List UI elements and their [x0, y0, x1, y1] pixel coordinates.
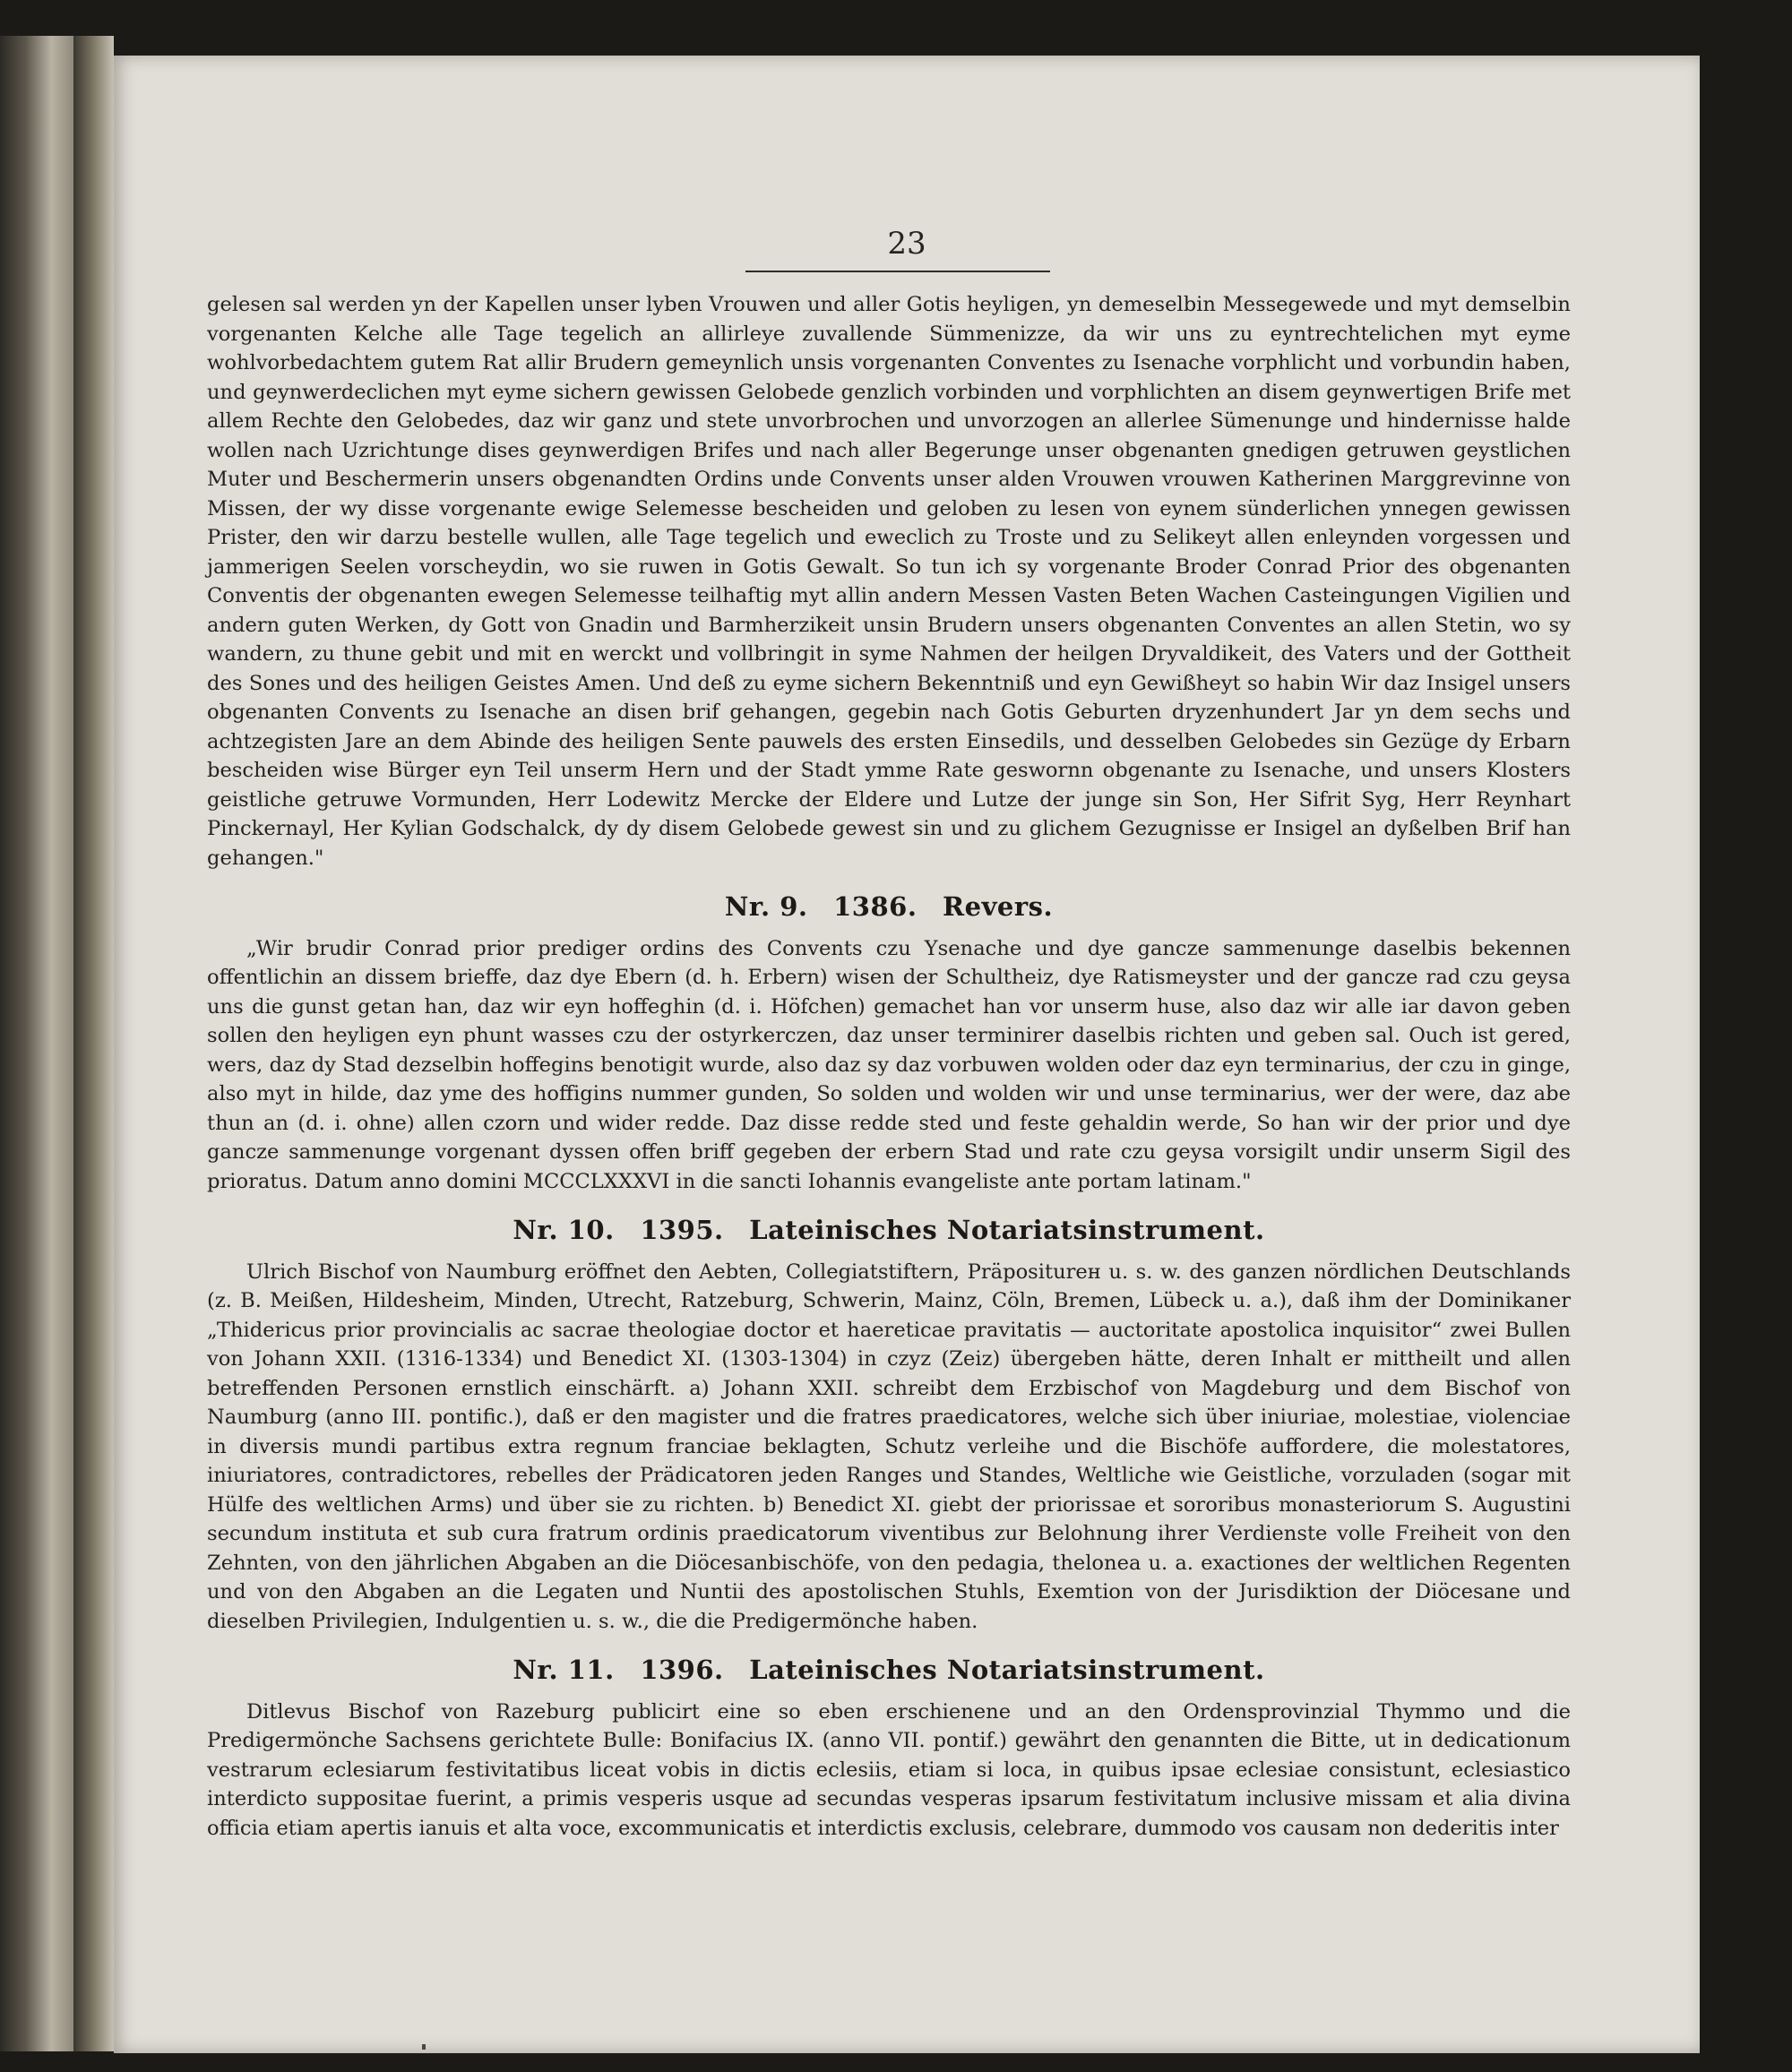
section-heading-nr10 — [207, 1216, 1571, 1245]
facing-page-edge — [0, 36, 73, 2051]
intro-paragraph: gelesen sal werden yn der Kapellen unser lyben Vrouwen und aller Gotis heyligen, yn demeselbin Messegewede und myt demselbin vorgenanten Kelche alle Tage tegelich an allirleye zuvallende Sümmenizze, da wir uns zu eyntrechtelichen myt eyme wohlvorbedachtem gutem Rat allir Brudern gemeynlich unsis vorgenanten Conventes zu Isenache vorphlicht und vorbundin haben, und geynwerdeclichen myt eyme sichern gewissen Gelobede genzlich vorbinden und vorphlichten an disem geynwertigen Brife met allem Rechte den Gelobedes, daz wir ganz und stete unvorbrochen und unvorzogen an allerlee Sümenunge und hindernisse halde wollen nach Uzrichtunge dises geynwerdigen Brifes und nach aller Begerunge unser obgenanten gnedigen getruwen geystlichen Muter und Beschermerin unsers obgenandten Ordins unde Convents unser alden Vrouwen vrouwen Katherinen Marggrevinne von Missen, der wy disse vorgenante ewige Selemesse bescheiden und geloben zu lesen von eynem sünderlichen ynnegen gewissen Prister, den wir darzu bestelle wullen, alle Tage tegelich und eweclich zu Troste und zu Selikeyt allen enleynden vorgessen und jammerigen Seelen vorscheydin, wo sie ruwen in Gotis Gewalt. So tun ich sy vorgenante Broder Conrad Prior des obgenanten Conventis der obgenanten ewegen Selemesse teilhaftig myt allin andern Messen Vasten Beten Wachen Casteingungen Vigilien und andern guten Werken, dy Gott von Gnadin und Barmherzikeit unsin Brudern unsers obgenanten Conventes an allen Stetin, wo sy wandern, zu thune gebit und mit en werckt und vollbringit in syme Nahmen der heilgen Dryvaldikeit, des Vaters und der Gottheit des Sones und des heiligen Geistes Amen. Und deß zu eyme sichern Bekenntniß und eyn Gewißheyt so habin Wir daz Insigel unsers obgenanten Convents zu Isenache an disen brif gehangen, gegebin nach Gotis Geburten dryzenhundert Jar yn dem sechs und achtzegisten Jare an dem Abinde des heiligen Sente pauwels des ersten Einsedils, und desselben Gelobedes sin Gezüge dy Erbarn bescheiden wise Bürger eyn Teil unserm Hern und der Stadt ymme Rate geswornn obgenante zu Isenache, und unsers Klosters geistliche getruwe Vormunden, Herr Lodewitz Mercke der Eldere und Lutze der junge sin Son, Her Sifrit Syg, Herr Reynhart Pinckernayl, Her Kylian Godschalck, dy dy disem Gelobede gewest sin und zu glichem Gezugnisse er Insigel an dyßelben Brif han gehangen." — [207, 293, 1571, 870]
section-year: 1386. — [833, 891, 918, 922]
section-title: Revers. — [943, 891, 1054, 922]
section-text-nr10: Ulrich Bischof von Naumburg eröffnet den Aebten, Collegiatstiftern, Präpositurен u. s. w. des ganzen nördlichen Deutschlands (z. B. Meißen, Hildesheim, Minden, Utrecht, Ratzeburg, Schwerin, Mainz, Cöln, Bremen, Lübeck u. a.), daß ihm der Dominikaner „Thidericus prior provincialis ac sacrae theologiae doctor et haereticae pravitatis — auctoritate apostolica inquisitor“ zwei Bullen von Johann XXII. (1316-1334) und Benedict XI. (1303-1304) in czyz (Zeiz) übergeben hätte, deren Inhalt er mittheilt und allen betreffenden Personen ernstlich einschärft. a) Johann XXII. schreibt dem Erzbischof von Magdeburg und dem Bischof von Naumburg (anno III. pontific.), daß er den magister und die fratres praedicatores, welche sich über iniuriae, molestiae, violenciae in diversis mundi partibus extra regnum franciae beklagten, Schutz verleihe und die Bischöfe aufforderе, die molestatores, iniuriatores, contradictores, rebelles der Prädicatoren jeden Ranges und Standes, Weltliche wie Geistliche, vorzuladen (sogar mit Hülfe des weltlichen Arms) und über sie zu richten. b) Benedict XI. giebt der priorissae et sororibus monasteriorum S. Augustini secundum instituta et sub cura fratrum ordinis praedicatorum viventibus zur Belohnung ihrer Verdienste volle Freiheit von den Zehnten, von den jährlichen Abgaben an die Diöcesanbischöfe, von den pedagia, thelonea u. a. exactiones der weltlichen Regenten und von den Abgaben an die Legaten und Nuntii des apostolischen Stuhls, Exemtion von der Jurisdiktion der Diöcesane und dieselben Privilegien, Indulgentien u. s. w., die die Predigermönche haben. — [207, 1260, 1571, 1633]
section-number: Nr. 9. — [724, 891, 808, 922]
section-heading-nr9 — [207, 892, 1571, 922]
section-heading-nr11 — [207, 1655, 1571, 1685]
section-year: 1396. — [640, 1655, 724, 1685]
section-year: 1395. — [640, 1215, 724, 1245]
book-gutter — [73, 36, 114, 2051]
page-body — [207, 290, 1571, 1843]
book-page — [114, 56, 1700, 2053]
section-number: Nr. 10. — [513, 1215, 615, 1245]
ink-speck — [422, 2044, 426, 2050]
section-text-nr9: „Wir brudir Conrad prior prediger ordins des Convents czu Ysenache und dye gancze sammenunge daselbis bekennen offentlichin an dissem brieffe, daz dye Ebern (d. h. Erbern) wisen der Schultheiz, dye Ratismeyster und der gancze rad czu geysa uns die gunst getan han, daz wir eyn hoffeghin (d. i. Höfchen) gemachet han vor unserm huse, also daz wir alle iar davon geben sollen den heyligen eyn phunt wasses czu der ostyrkerczen, daz unser terminirer daselbis richten und geben sal. Ouch ist gered, wers, daz dy Stad dezselbin hoffegins benotigit wurde, also daz sy daz vorbuwen wolden oder daz eyn terminarius, der czu in ginge, also myt in hilde, daz yme des hoffigins nummer gunden, So solden und wolden wir und unse terminarius, wer der were, daz abe thun an (d. i. ohne) allen czorn und wider redde. Daz disse redde sted und feste gehaldin werde, So han wir der prior und dye gancze sammenunge vorgenant dyssen offen briff gegeben der erbern Stad und rate czu geysa vorsigilt undir unserm Sigil des prioratus. Datum anno domini MCCCLXXXVI in die sancti Iohannis evangeliste ante portam latinam." — [207, 936, 1571, 1193]
header-rule — [745, 271, 1050, 272]
section-text-nr11: Ditlevus Bischof von Razeburg publicirt eine so eben erschienene und an den Ordensprovinzial Thymmo und die Predigermönche Sachsens gerichtete Bulle: Bonifacius IX. (anno VII. pontif.) gewährt den genannten die Bitte, ut in dedicationum vestrarum eclesiarum festivitatibus liceat vobis in dictis eclesiis, etiam si loca, in quibus ipsae eclesiae consistunt, eclesiastico interdicto suppositae fuerint, a primis vesperis usque ad secundas vesperas ipsarum festivitatum inclusive missam et alia divina officia etiam apertis ianuis et alta voce, excommunicatis et interdictis exclusis, celebrare, dummodo vos causam non dederitis inter — [207, 1699, 1571, 1840]
section-title: Lateinisches Notariatsinstrument. — [749, 1655, 1265, 1685]
section-title: Lateinisches Notariatsinstrument. — [749, 1215, 1265, 1245]
page-number: 23 — [887, 226, 926, 262]
section-number: Nr. 11. — [513, 1655, 615, 1685]
